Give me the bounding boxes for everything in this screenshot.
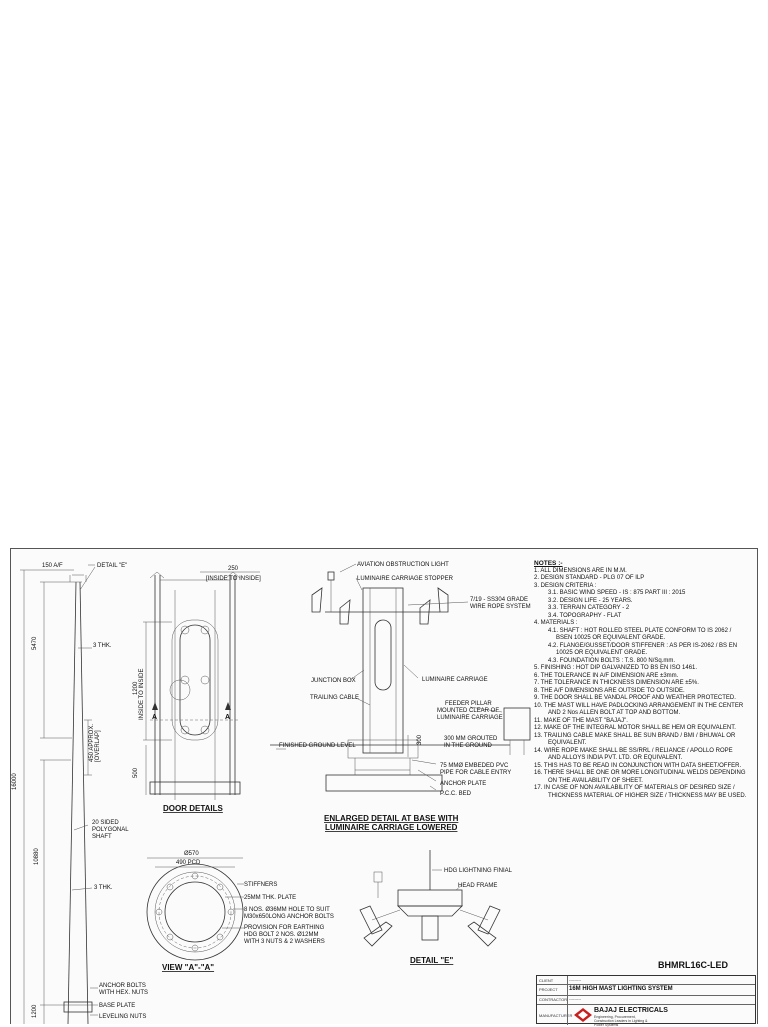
section-a-left: A	[152, 714, 158, 721]
client-key: CLIENT	[539, 978, 554, 983]
dim-250: 250	[228, 566, 239, 572]
earthing-3: WITH 3 NUTS & 2 WASHERS	[244, 939, 325, 945]
ground-level-label: FINISHED GROUND LEVEL	[279, 743, 356, 749]
door-details-title: DOOR DETAILS	[163, 804, 223, 813]
note-line: 8. THE A/F DIMENSIONS ARE OUTSIDE TO OUTSIDE.	[534, 687, 685, 694]
note-line: BSEN 10025 OR EQUIVALENT GRADE.	[556, 635, 666, 641]
feeder-pillar-1: FEEDER PILLAR	[445, 701, 492, 707]
carriage-stopper-label: LUMINAIRE CARRIAGE STOPPER	[357, 576, 453, 582]
section-a-right: A	[225, 714, 231, 721]
note-line: 16. THERE SHALL BE ONE OR MORE LONGITUDINAL WELDS DEPENDING	[534, 770, 746, 776]
note-line: 11. MAKE OF THE MAST "BAJAJ".	[534, 717, 628, 724]
hole-2: M30x650LONG ANCHOR BOLTS	[244, 914, 334, 920]
hole-1: 8 NOS. Ø36MM HOLE TO SUIT	[244, 907, 330, 913]
note-line: 10025 OR EQUIVALENT GRADE.	[556, 650, 648, 656]
note-line: 7. THE TOLERANCE IN THICKNESS DIMENSION ARE ±5%.	[534, 680, 699, 686]
note-line: 3.3. TERRAIN CATEGORY - 2	[548, 605, 630, 611]
note-line: 15. THIS HAS TO BE READ IN CONJUNCTION WITH DATA SHEET/OFFER.	[534, 762, 742, 769]
note-line: 4.2. FLANGE/GUSSET/DOOR STIFFENER : AS PER IS-2062 / BS EN	[548, 642, 738, 649]
drawing-number: BHMRL16C-LED	[658, 960, 729, 970]
note-line: 3.2. DESIGN LIFE - 25 YEARS.	[548, 597, 633, 604]
notes-title: NOTES :-	[534, 560, 563, 567]
dim-300: 300	[417, 734, 423, 745]
leveling-nuts-label: LEVELING NUTS	[99, 1014, 147, 1020]
dim-16000: 16000	[12, 773, 18, 790]
junction-box-label: JUNCTION BOX	[311, 678, 356, 684]
note-line: 1. ALL DIMENSIONS ARE IN M.M.	[534, 567, 627, 574]
note-line: 6. THE TOLERANCE IN A/F DIMENSION ARE ±3mm.	[534, 672, 679, 679]
finial-label: HDG LIGHTNING FINIAL	[444, 868, 513, 874]
aviation-light-label: AVIATION OBSTRUCTION LIGHT	[357, 562, 449, 568]
shaft-label-3: SHAFT	[92, 834, 112, 840]
wire-rope-1: 7/19 - SS304 GRADE	[470, 597, 529, 603]
inside-vertical-label: INSIDE TO INSIDE	[139, 668, 145, 720]
detail-e-ref: DETAIL "E"	[97, 563, 128, 569]
luminaire-carriage-label: LUMINAIRE CARRIAGE	[422, 677, 488, 683]
inside-to-inside-label: [INSIDE TO INSIDE]	[206, 576, 261, 582]
project-value: 16M HIGH MAST LIGHTING SYSTEM	[569, 986, 673, 992]
notes-list	[534, 568, 756, 801]
notes-block	[534, 560, 756, 800]
pcd-label: 490 PCD	[176, 860, 201, 866]
brand-tagline: Engineering, Procurement, Construction Leaders in Lighting & Power Systems	[594, 1015, 648, 1027]
note-line: 2. DESIGN STANDARD - PLG 07 OF ILP	[534, 575, 645, 581]
head-frame-label: HEAD FRAME	[458, 883, 498, 889]
base-plate-label: BASE PLATE	[99, 1003, 136, 1009]
dim-570: Ø570	[184, 851, 199, 857]
note-line: 5. FINISHING : HOT DIP GALVANIZED TO BS EN ISO 1461.	[534, 665, 698, 671]
bajaj-logo-icon	[574, 1008, 592, 1022]
grouted-1: 300 MM GROUTED	[444, 736, 498, 742]
thk-bottom-label: 3 THK.	[94, 885, 113, 891]
note-line: 9. THE DOOR SHALL BE VANDAL PROOF AND WEATHER PROTECTED.	[534, 695, 736, 701]
grouted-2: IN THE GROUND	[444, 743, 492, 749]
note-line: 4.3. FOUNDATION BOLTS : T.S. 800 N/Sq.mm.	[548, 657, 676, 664]
feeder-pillar-3: LUMINAIRE CARRIAGE	[437, 715, 503, 721]
shaft-label-2: POLYGONAL	[92, 827, 129, 833]
stiffners-label: STIFFNERS	[244, 882, 278, 888]
note-line: 12. MAKE OF THE INTEGRAL MOTOR SHALL BE HEM OR EQUIVALENT.	[534, 725, 736, 731]
contractor-key: CONTRACTOR	[539, 997, 568, 1002]
pvc-pipe-2: PIPE FOR CABLE ENTRY	[440, 770, 512, 776]
note-line: 3.4. TOPOGRAPHY - FLAT	[548, 612, 622, 619]
shaft-label-1: 20 SIDED	[92, 820, 119, 826]
dim-150-af: 150 A/F	[42, 563, 63, 569]
note-line: 3. DESIGN CRITERIA :	[534, 582, 597, 589]
dim-1200-door: 1200	[133, 681, 139, 695]
thk-top-label: 3 THK.	[93, 643, 112, 649]
dim-overlap: [OVERLAP]	[95, 730, 101, 762]
brand-name: BAJAJ ELECTRICALS	[594, 1007, 668, 1014]
door-detail	[143, 572, 260, 800]
client-value: ---------	[569, 977, 581, 982]
note-line: EQUIVALENT.	[548, 740, 587, 746]
detail-e-title: DETAIL "E"	[410, 956, 454, 965]
detail-e	[360, 850, 500, 946]
pcc-bed-label: P.C.C. BED	[440, 791, 471, 797]
wire-rope-2: WIRE ROPE SYSTEM	[470, 604, 531, 610]
pvc-pipe-1: 75 MMØ EMBEDED PVC	[440, 763, 509, 769]
dim-1200-base: 1200	[32, 1004, 38, 1018]
plate-label: 25MM THK. PLATE	[244, 895, 297, 901]
note-line: 13. TRAILING CABLE MAKE SHALL BE SUN BRAND / BMI / BHUWAL OR	[534, 732, 736, 739]
view-a-a	[147, 858, 244, 960]
dim-500: 500	[133, 767, 139, 778]
note-line: 10. THE MAST WILL HAVE PADLOCKING ARRANGEMENT IN THE CENTER	[534, 702, 744, 709]
note-line: 4. MATERIALS :	[534, 620, 578, 626]
note-line: 4.1. SHAFT : HOT ROLLED STEEL PLATE CONFORM TO IS 2062 /	[548, 627, 732, 634]
anchor-bolts-2: WITH HEX. NUTS	[99, 990, 148, 996]
note-line: 14. WIRE ROPE MAKE SHALL BE SS/RRL / RELIANCE / APOLLO ROPE	[534, 747, 733, 754]
dim-450: 450 APPROX.	[89, 723, 95, 762]
earthing-2: HDG BOLT 2 NOS. Ø12MM	[244, 932, 319, 938]
note-line: 3.1. BASIC WIND SPEED - IS : 875 PART III : 2015	[548, 590, 686, 596]
anchor-plate-label: ANCHOR PLATE	[440, 781, 487, 787]
earthing-1: PROVISION FOR EARTHING	[244, 925, 325, 931]
note-line: ON THE AVAILABILITY OF SHEET.	[548, 777, 643, 784]
trailing-cable-label: TRAILING CABLE	[310, 695, 360, 701]
base-detail-title-2: LUMINAIRE CARRIAGE LOWERED	[325, 823, 458, 832]
note-line: THICKNESS MATERIAL OF HIGHER SIZE / THICKNESS MAY BE USED.	[548, 792, 747, 799]
note-line: AND 2 Nos ALLEN BOLT AT TOP AND BOTTOM.	[548, 710, 681, 716]
manufacturer-key: MANUFACTURER	[539, 1013, 573, 1018]
contractor-value: ---------	[569, 996, 581, 1001]
dim-10880: 10880	[34, 848, 40, 865]
note-line: AND ALLOYS INDIA PVT. LTD. OR EQUIVALENT.	[548, 755, 683, 761]
view-a-title: VIEW "A"-"A"	[162, 963, 215, 972]
feeder-pillar-2: MOUNTED CLEAR OF	[437, 708, 500, 714]
dim-5470: 5470	[32, 636, 38, 650]
project-key: PROJECT	[539, 987, 558, 992]
anchor-bolts-1: ANCHOR BOLTS	[99, 983, 146, 989]
note-line: 17. IN CASE OF NON AVAILABILITY OF MATERIALS OF DESIRED SIZE /	[534, 785, 735, 791]
base-detail-title-1: ENLARGED DETAIL AT BASE WITH	[324, 814, 459, 823]
mast-elevation	[20, 565, 98, 1024]
